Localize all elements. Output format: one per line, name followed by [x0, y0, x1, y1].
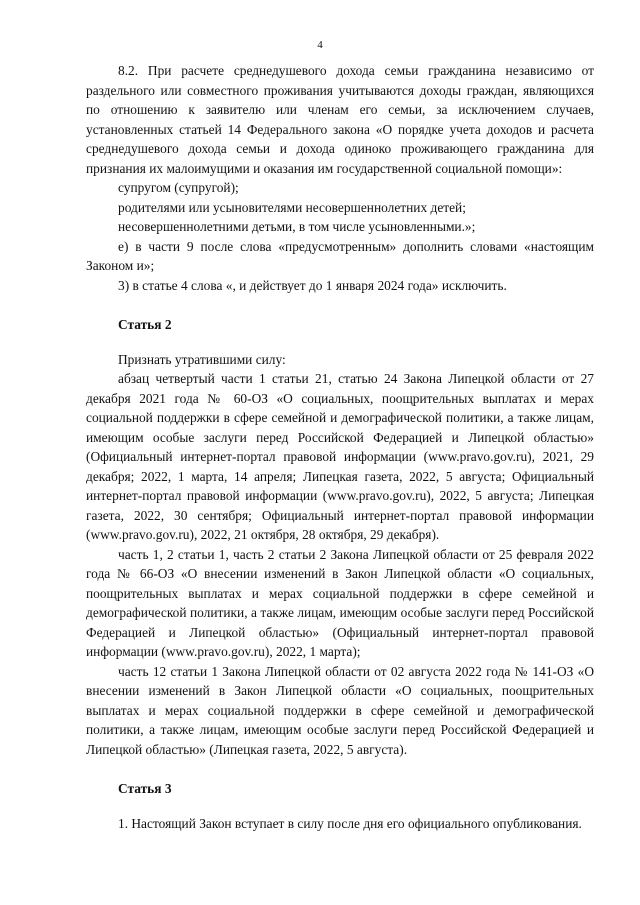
list-item-parents: родителями или усыновителями несовершеннолетних детей;: [118, 199, 466, 215]
paragraph-item-3-article-4: 3) в статье 4 слова «, и действует до 1 января 2024 года» исключить.: [118, 277, 507, 293]
list-item-children: несовершеннолетними детьми, в том числе усыновленными.»;: [118, 219, 476, 234]
article-2-paragraph-1: абзац четвертый части 1 статьи 21, статью 24 Закона Липецкой области от 27 декабря 2021 года № 60-ОЗ «О социальных, поощрительных выплатах и мерах социальной поддержки в сфере семейной и демографической политики, а также лицам, имеющим особые заслуги перед Российской Федерацией и Липецкой областью» (Официальный интернет-портал правовой информации (www.pravo.gov.ru), 2021, 29 декабря; 2022, 1 марта, 14 апреля; Липецкая газета, 2022, 5 августа; Официальный интернет-портал правовой информации (www.pravo.gov.ru), 2022, 5 августа; Липецкая газета, 2022, 30 сентября; Официальный интернет-портал правовой информации (www.pravo.gov.ru), 2022, 21 октября, 28 октября, 29 декабря).: [86, 371, 594, 542]
article-2-heading: Статья 2: [118, 317, 172, 332]
paragraph-item-e: е) в части 9 после слова «предусмотренным» дополнить словами «настоящим Законом и»;: [86, 238, 594, 273]
page-number: 4: [317, 39, 323, 51]
article-3-paragraph-1: 1. Настоящий Закон вступает в силу после дня его официального опубликования.: [118, 815, 582, 831]
list-item-spouse: супругом (супругой);: [118, 180, 239, 195]
paragraph-8-2-intro: 8.2. При расчете среднедушевого дохода семьи гражданина независимо от раздельного или совместного проживания учитываются доходы граждан, являющихся по отношению к заявителю или членам его семьи, за исключением случаев, установленных статьей 14 Федерального закона «О порядке учета доходов и расчета среднедушевого дохода семьи и дохода одиноко проживающего гражданина для признания их малоимущими и оказания им государственной социальной помощи»:: [86, 63, 594, 176]
article-2-intro: Признать утратившими силу:: [118, 351, 286, 367]
article-2-paragraph-3: часть 12 статьи 1 Закона Липецкой области от 02 августа 2022 года № 141-ОЗ «О внесении изменений в Закон Липецкой области «О социальных, поощрительных выплатах и мерах социальной поддержки в сфере семейной и демографической политики, а также лицам, имеющим особые заслуги перед Российской Федерацией и Липецкой областью» (Липецкая газета, 2022, 5 августа).: [86, 663, 594, 757]
article-3-heading: Статья 3: [118, 781, 172, 796]
document-body: [86, 61, 594, 833]
article-2-paragraph-2: часть 1, 2 статьи 1, часть 2 статьи 2 Закона Липецкой области от 25 февраля 2022 года № 66-ОЗ «О внесении изменений в Закон Липецкой области «О социальных, поощрительных выплатах и мерах социальной поддержки в сфере семейной и демографической политики, а также лицам, имеющим особые заслуги перед Российской Федерацией и Липецкой областью» (Официальный интернет-портал правовой информации (www.pravo.gov.ru), 2022, 1 марта);: [86, 546, 594, 659]
